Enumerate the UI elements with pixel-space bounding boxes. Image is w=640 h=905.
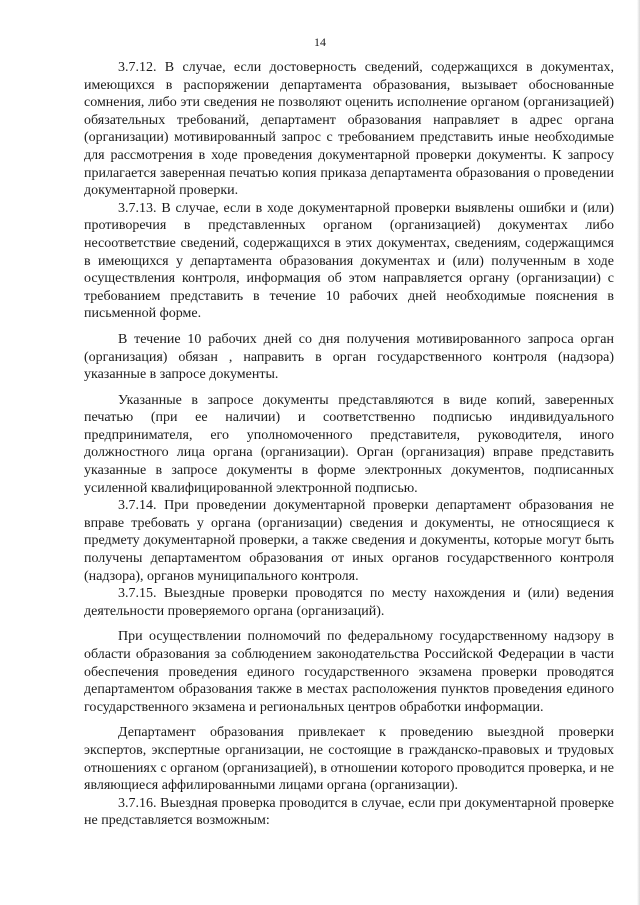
paragraph-document-copies: Указанные в запросе документы представляются в виде копий, заверенных печатью (при ее наличии) и соответственно подписью индивидуального предпринимателя, его уполномоченного представителя, руководителя, иного должностного лица органа (организации). Орган (организация) вправе представить указанные в запросе документы в форме электронных документов, подписанных усиленной квалифицированной электронной подписью. — [84, 392, 614, 496]
paragraph-3-7-12: 3.7.12. В случае, если достоверность сведений, содержащихся в документах, имеющихся в распоряжении департамента образования, вызывает обоснованные сомнения, либо эти сведения не позволяют оценить исполнение органом (организацией) обязательных требований, департамент образования направляет в адрес органа (организации) мотивированный запрос с требованием представить иные необходимые для рассмотрения в ходе проведения документарной проверки документы. К запросу прилагается заверенная печатью копия приказа департамента образования о проведении документарной проверки. — [84, 60, 614, 199]
paragraph-3-7-14: 3.7.14. При проведении документарной проверки департамент образования не вправе требовать у органа (организации) сведения и документы, не относящиеся к предмету документарной проверки, а также сведения и документы, которые могут быть получены департаментом образования от иных органов государственного контроля (надзора), органов муниципального контроля. — [84, 498, 614, 584]
paragraph-experts: Департамент образования привлекает к проведению выездной проверки экспертов, экспертные организации, не состоящие в гражданско-правовых и трудовых отношениях с органом (организацией), в отношении которого проводится проверка, и не являющиеся аффилированными лицами органа (организации). — [84, 725, 614, 794]
paragraph-3-7-13: 3.7.13. В случае, если в ходе документарной проверки выявлены ошибки и (или) противоречия в представленных органом (организацией) документах либо несоответствие сведений, содержащихся в этих документах, сведениям, содержащимся в имеющихся у департамента образования документах и (или) полученным в ходе осуществления контроля, информация об этом направляется органу (организации) с требованием представить в течение 10 рабочих дней необходимые пояснения в письменной форме. — [84, 200, 614, 322]
paragraph-federal-supervision: При осуществлении полномочий по федеральному государственному надзору в области образования за соблюдением законодательства Российской Федерации в части обеспечения проведения единого государственного экзамена проверки проводятся департаментом образования также в местах расположения пунктов проведения единого государственного экзамена и региональных центров обработки информации. — [84, 629, 614, 715]
paragraph-3-7-16: 3.7.16. Выездная проверка проводится в случае, если при документарной проверке не представляется возможным: — [84, 795, 614, 829]
page-number: 14 — [314, 35, 326, 49]
paragraph-response-deadline: В течение 10 рабочих дней со дня получения мотивированного запроса орган (организация) обязан , направить в орган государственного контроля (надзора) указанные в запросе документы. — [84, 331, 614, 383]
paragraph-3-7-15: 3.7.15. Выездные проверки проводятся по месту нахождения и (или) ведения деятельности проверяемого органа (организаций). — [84, 586, 614, 619]
document-body — [84, 59, 614, 830]
